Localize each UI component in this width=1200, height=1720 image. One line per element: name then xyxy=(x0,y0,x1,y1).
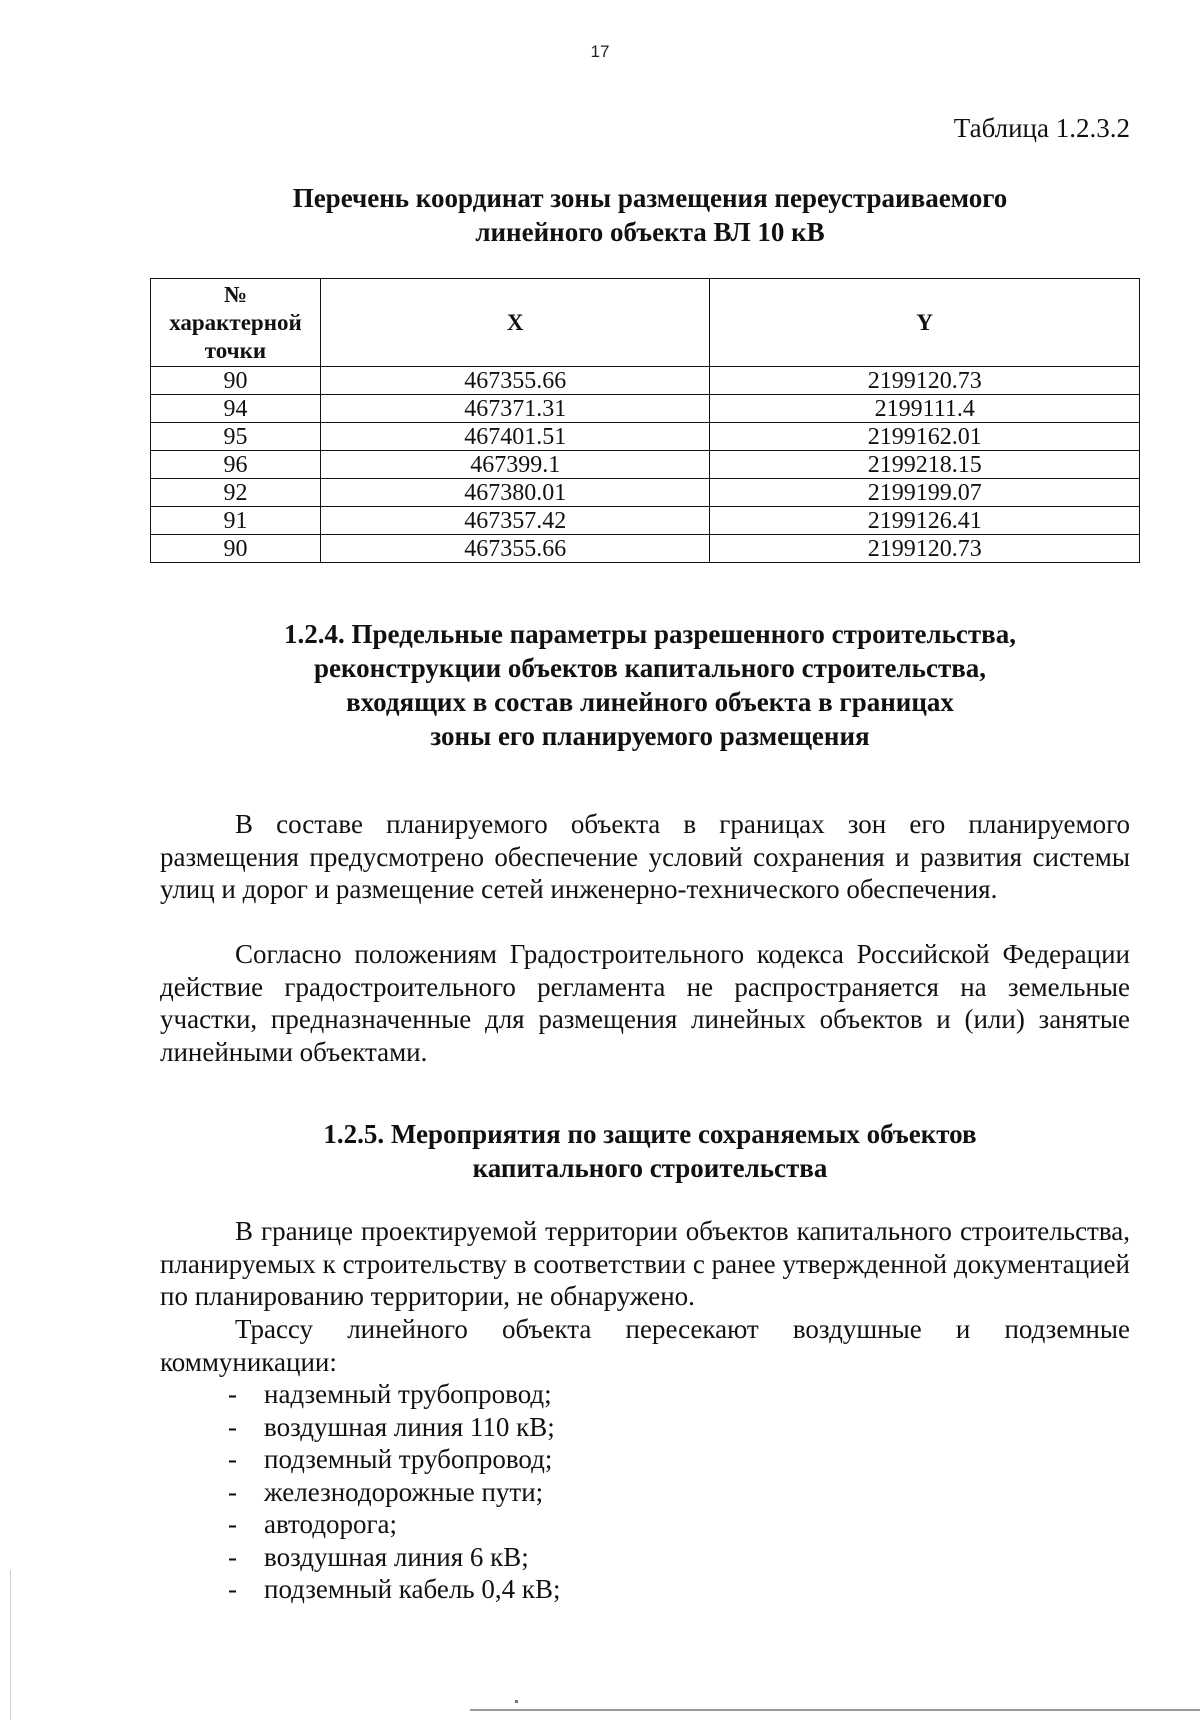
cell-x: 467355.66 xyxy=(320,367,710,395)
paragraph: В составе планируемого объекта в границах зон его планируемого размещения предусмотрено обеспечение условий сохранения и развития системы улиц и дорог и размещение сетей инженерно-технического обеспечения. xyxy=(160,809,1130,904)
list-item: - подземный кабель 0,4 кВ; xyxy=(228,1573,561,1606)
cell-point: 95 xyxy=(151,423,321,451)
table-title-line: линейного объекта ВЛ 10 кВ xyxy=(475,217,825,247)
cell-point: 91 xyxy=(151,507,321,535)
table-row xyxy=(151,451,1140,479)
cell-y: 2199120.73 xyxy=(710,535,1140,563)
list-item: - автодорога; xyxy=(228,1508,561,1541)
section-title-line: 1.2.4. Предельные параметры разрешенного строительства, xyxy=(284,619,1016,649)
table-header-row xyxy=(151,279,1140,367)
table-row xyxy=(151,423,1140,451)
cell-x: 467371.31 xyxy=(320,395,710,423)
section-124-title xyxy=(150,617,1150,753)
cell-x: 467357.42 xyxy=(320,507,710,535)
table-row xyxy=(151,535,1140,563)
section-title-line: входящих в состав линейного объекта в границах xyxy=(346,687,954,717)
cell-point: 90 xyxy=(151,367,321,395)
cell-point: 92 xyxy=(151,479,321,507)
list-item: - воздушная линия 110 кВ; xyxy=(228,1411,561,1444)
cell-y: 2199199.07 xyxy=(710,479,1140,507)
list-item: - железнодорожные пути; xyxy=(228,1476,561,1509)
table-row xyxy=(151,367,1140,395)
cell-x: 467401.51 xyxy=(320,423,710,451)
cell-y: 2199126.41 xyxy=(710,507,1140,535)
table-title xyxy=(150,181,1150,249)
table-row xyxy=(151,479,1140,507)
cell-x: 467355.66 xyxy=(320,535,710,563)
table-title-line: Перечень координат зоны размещения переустраиваемого xyxy=(292,183,1008,213)
header-x: X xyxy=(320,279,710,367)
paragraph: Согласно положениям Градостроительного кодекса Российской Федерации действие градостроительного регламента не распространяется на земельные участки, предназначенные для размещения линейных объектов и (или) занятые линейными объектами. xyxy=(160,939,1130,1067)
section-125-title xyxy=(150,1117,1150,1185)
scan-artifact-left xyxy=(10,1570,11,1720)
header-y: Y xyxy=(710,279,1140,367)
paragraph: В границе проектируемой территории объектов капитального строительства, планируемых к строительству в соответствии с ранее утвержденной документацией по планированию территории, не обнаружено. xyxy=(160,1216,1130,1311)
page-number: 17 xyxy=(590,42,610,61)
list-item: - подземный трубопровод; xyxy=(228,1443,561,1476)
cell-point: 94 xyxy=(151,395,321,423)
cell-x: 467399.1 xyxy=(320,451,710,479)
list-item: - воздушная линия 6 кВ; xyxy=(228,1541,561,1574)
list-item: - надземный трубопровод; xyxy=(228,1378,561,1411)
cell-y: 2199111.4 xyxy=(710,395,1140,423)
scan-artifact-dot xyxy=(515,1700,518,1703)
table-row xyxy=(151,507,1140,535)
section-title-line: зоны его планируемого размещения xyxy=(430,721,870,751)
scan-artifact-bottom xyxy=(470,1709,1200,1711)
cell-y: 2199162.01 xyxy=(710,423,1140,451)
cell-y: 2199218.15 xyxy=(710,451,1140,479)
cell-x: 467380.01 xyxy=(320,479,710,507)
cell-point: 90 xyxy=(151,535,321,563)
paragraph: Трассу линейного объекта пересекают воздушные и подземные коммуникации: xyxy=(160,1314,1130,1377)
header-point-number: № характерной точки xyxy=(151,279,321,367)
coordinates-table xyxy=(150,278,1140,563)
cell-point: 96 xyxy=(151,451,321,479)
section-title-line: реконструкции объектов капитального строительства, xyxy=(313,653,987,683)
section-title-line: 1.2.5. Мероприятия по защите сохраняемых объектов xyxy=(323,1119,977,1149)
communications-list xyxy=(228,1378,561,1606)
section-title-line: капитального строительства xyxy=(472,1153,828,1183)
cell-y: 2199120.73 xyxy=(710,367,1140,395)
table-row xyxy=(151,395,1140,423)
table-label: Таблица 1.2.3.2 xyxy=(953,113,1130,143)
